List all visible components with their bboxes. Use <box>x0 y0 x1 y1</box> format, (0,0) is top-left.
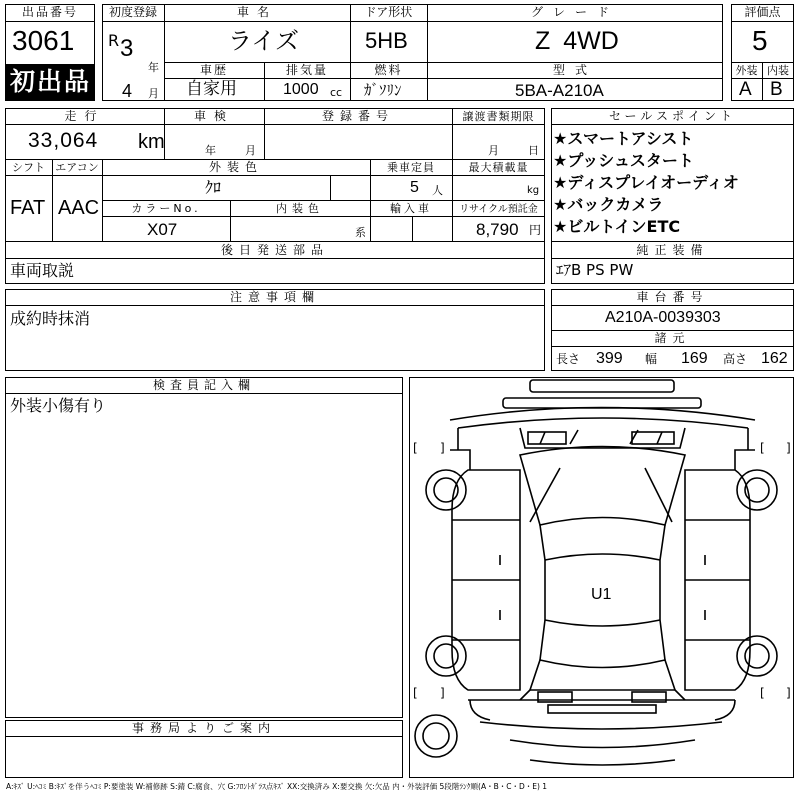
capacity-value: 5 <box>410 179 419 196</box>
reg-number-label: 登録番号 <box>321 109 394 123</box>
shift-label: シフト <box>12 161 45 174</box>
door-label: ドア形状 <box>364 5 413 19</box>
first-reg-month: 4 <box>122 81 133 101</box>
score-value: 5 <box>752 25 768 56</box>
color-no-value: X07 <box>147 220 178 239</box>
width-label: 幅 <box>645 352 658 366</box>
svg-text:]: ] <box>440 686 445 700</box>
sales-point-1: ★スマートアシスト <box>553 129 694 148</box>
max-load-label: 最大積載量 <box>468 161 529 174</box>
mileage-unit: km <box>138 131 165 153</box>
inspection-month-unit: 月 <box>245 144 256 157</box>
model-value: 5BA-A210A <box>515 81 604 100</box>
sales-point-3: ★ディスプレイオーディオ <box>553 173 739 192</box>
svg-text:]: ] <box>440 441 445 455</box>
recycle-value: 8,790 <box>476 220 519 239</box>
exterior-score-label: 外装 <box>735 64 758 77</box>
aircon-label: エアコン <box>55 161 99 174</box>
history-value: 自家用 <box>186 79 237 99</box>
inspection-label: 車検 <box>193 109 234 123</box>
mileage-value: 33,064 <box>28 129 99 152</box>
displacement-unit: cc <box>330 86 343 99</box>
length-value: 399 <box>596 350 623 367</box>
first-reg-year-unit: 年 <box>148 61 159 74</box>
height-label: 高さ <box>723 352 748 366</box>
lot-number: 3061 <box>12 25 75 56</box>
mileage-label: 走行 <box>64 109 105 123</box>
import-label: 輸入車 <box>390 202 432 215</box>
aircon-value: AAC <box>58 197 100 219</box>
history-label: 車歴 <box>199 63 228 77</box>
transfer-month-unit: 月 <box>488 144 499 157</box>
first-listing-badge-text: 初出品 <box>10 67 92 96</box>
first-reg-year: 3 <box>120 35 134 62</box>
color-no-label: カラーNo. <box>131 202 201 215</box>
sales-point-2: ★プッシュスタート <box>553 151 694 170</box>
interior-color-unit: 系 <box>355 226 366 239</box>
grade-label: グレード <box>530 5 619 19</box>
first-reg-era: R <box>108 31 120 50</box>
transfer-day-unit: 日 <box>528 144 539 157</box>
displacement-value: 1000 <box>283 81 319 98</box>
grade-value: Z 4WD <box>535 27 619 55</box>
capacity-label: 乗車定員 <box>387 161 435 174</box>
svg-text:]: ] <box>786 686 791 700</box>
shift-value: FAT <box>10 197 46 219</box>
later-parts-label: 後日発送部品 <box>220 243 329 257</box>
chassis-label: 車台番号 <box>636 290 709 304</box>
exterior-color-value: ｸﾛ <box>205 178 222 197</box>
office-label: 事務局よりご案内 <box>131 721 276 735</box>
svg-text:[: [ <box>413 686 418 700</box>
notes-value: 成約時抹消 <box>10 309 91 328</box>
length-label: 長さ <box>556 352 581 366</box>
svg-text:]: ] <box>786 441 791 455</box>
model-label: 型式 <box>552 63 597 77</box>
exterior-color-label: 外装色 <box>208 160 263 174</box>
inspection-year-unit: 年 <box>205 144 216 157</box>
capacity-unit: 人 <box>432 184 443 197</box>
fuel-label: 燃料 <box>374 63 403 77</box>
exterior-score: A <box>739 79 752 100</box>
sales-point-5: ★ビルトインETC <box>553 217 681 236</box>
svg-text:[: [ <box>760 441 765 455</box>
car-name-value: ライズ <box>228 27 300 55</box>
displacement-label: 排気量 <box>285 63 328 77</box>
interior-score: B <box>770 79 783 100</box>
max-load-unit: kg <box>527 185 540 196</box>
notes-label: 注意事項欄 <box>229 290 320 304</box>
svg-text:[: [ <box>413 441 418 455</box>
recycle-unit: 円 <box>529 223 542 237</box>
interior-color-label: 内装色 <box>276 202 324 215</box>
inspector-label: 検査員記入欄 <box>152 378 255 392</box>
recycle-label: リサイクル預託金 <box>459 204 538 215</box>
car-name-label: 車名 <box>236 5 277 19</box>
genuine-value: ｴｱB PS PW <box>556 261 634 279</box>
score-label: 評価点 <box>744 5 781 19</box>
interior-score-label: 内装 <box>767 64 789 77</box>
fuel-value: ｶﾞｿﾘﾝ <box>364 81 402 99</box>
sales-point-4: ★バックカメラ <box>553 195 664 214</box>
inspector-value: 外装小傷有り <box>10 396 107 415</box>
first-reg-label: 初度登録 <box>108 5 157 19</box>
sales-points-label: セールスポイント <box>609 109 736 123</box>
first-reg-month-unit: 月 <box>148 87 159 100</box>
svg-text:[: [ <box>760 686 765 700</box>
later-parts-value: 車両取説 <box>10 261 75 280</box>
transfer-label: 譲渡書類期限 <box>462 110 535 123</box>
height-value: 162 <box>761 350 788 367</box>
damage-mark-u1: U1 <box>591 586 612 603</box>
genuine-label: 純正装備 <box>636 243 709 257</box>
chassis-value: A210A-0039303 <box>605 309 721 326</box>
lot-label: 出品番号 <box>21 5 78 19</box>
width-value: 169 <box>681 350 708 367</box>
legend: A:ｷｽﾞ U:ﾍｺﾐ B:ｷｽﾞを伴うﾍｺﾐ P:要塗装 W:補修跡 S:錆 C:腐食、穴 G:ﾌﾛﾝﾄｶﾞﾗｽ点ｷｽﾞ XX:交換済み X:要交換 欠:欠品 内・外装評価 5段階ﾗﾝｸ順(A・B・C・D・E) 1 <box>6 782 548 791</box>
specs-label: 諸元 <box>654 331 691 345</box>
door-value: 5HB <box>365 28 408 53</box>
